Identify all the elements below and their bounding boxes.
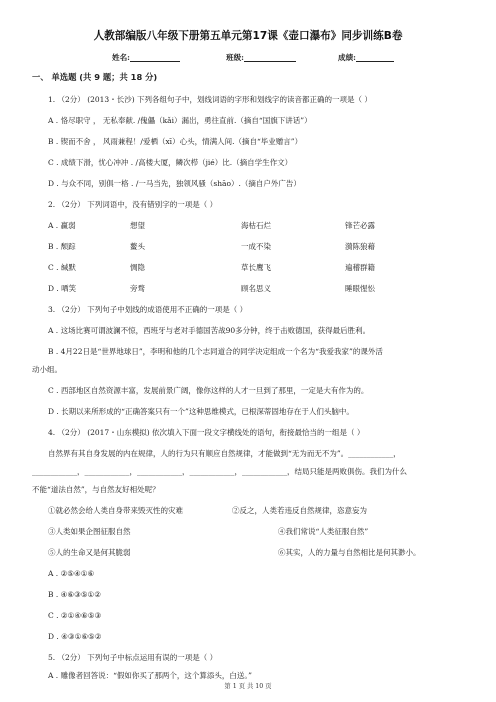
score-label: 成绩: [338, 53, 356, 62]
q3-option-b-cont: 动小组。 [32, 365, 62, 374]
q2-c-1: C . 缄默 [48, 263, 76, 272]
score-blank [356, 53, 394, 62]
q4-choice-5: ⑤人的生命又是何其脆弱 [48, 548, 131, 557]
class-field [226, 53, 296, 62]
page-title: 人教部编版八年级下册第五单元第17课《壶口瀑布》同步训练B卷 [93, 30, 403, 42]
q2-d-4: 睡眼惺忪 [345, 284, 375, 293]
q4-choice-3: ③人类如果企图征服自然 [48, 527, 131, 536]
q5-option-a: A . 雕像者回答说：“假如你买了那两个，这个算添头，白送。” [48, 671, 252, 680]
q2-d-2: 旁骛 [130, 284, 145, 293]
q3-option-a: A . 这场比赛可谓波澜不惊，西班牙与老对手德国苦战90多分钟，终于击败德国，获得最后胜利。 [48, 326, 371, 335]
q1-stem: 1. （2分） (2013・长沙) 下列各组句子中，划线词语的字形和划线字的读音都正确的一项是（ ） [48, 95, 372, 104]
q2-a-4: 锋芒必露 [345, 221, 375, 230]
section-heading: 一、 单选题 (共 9 题；共 18 分) [32, 72, 158, 82]
q2-b-3: 一成不染 [241, 242, 271, 251]
name-label: 姓名: [112, 53, 130, 62]
q4-stem: 4. （2分） (2017・山东模拟) 依次填入下面一段文字横线处的语句，衔接最恰当的一组是（ ） [48, 428, 365, 437]
q4-passage-2: ____________，____________，____________，____________，____________，结局只能是两败俱伤。我们为什么 [32, 467, 407, 476]
q4-option-a: A . ②⑤④①⑥ [48, 569, 95, 578]
q4-choice-6: ⑥其实，人的力量与自然相比是何其渺小。 [278, 548, 421, 557]
q1-option-c: C . 成绩下滑，忧心冲冲 . /高楼大厦，鳞次栉（jié）比.（摘自学生作文） [48, 158, 293, 167]
q2-c-2: 惆隐 [130, 263, 145, 272]
q2-c-3: 草长鹰飞 [241, 263, 271, 272]
score-field [338, 53, 394, 62]
q2-b-4: 漪陈狼藉 [345, 242, 375, 251]
q4-passage-3: 不能“道法自然”，与自然友好相处呢？ [32, 485, 160, 494]
class-label: 班级: [226, 53, 244, 62]
q2-a-1: A . 赢弱 [48, 221, 76, 230]
q3-option-b: B . 4月22日是“世界地球日”，李明和他的几个志同道合的同学决定组成一个名为“我爱我家”的课外活 [48, 347, 383, 356]
q3-stem: 3. （2分） 下列句子中划线的成语使用不正确的一项是（ ） [48, 305, 248, 314]
q2-c-4: 遍稽群籍 [345, 263, 375, 272]
q4-option-b: B . ④⑥③⑤①② [48, 590, 102, 599]
q2-stem: 2. （2分） 下列词语中，没有错别字的一项是（ ） [48, 200, 218, 209]
q3-option-c: C . 西部地区自然资源丰富，发展前景广阔，像你这样的人才一旦到了那里，一定是大有作为的。 [48, 386, 369, 395]
class-blank [244, 53, 296, 62]
q4-choice-1: ①就必然会给人类自身带来毁灭性的灾难 [48, 506, 183, 515]
q4-option-d: D . ④③①⑥⑤② [48, 632, 102, 641]
page-footer: 第 1 页 共 10 页 [224, 683, 272, 690]
name-field [112, 53, 180, 62]
q2-d-3: 顾名思义 [241, 284, 271, 293]
q2-d-1: D . 哂笑 [48, 284, 77, 293]
q2-b-2: 鳌头 [130, 242, 145, 251]
q2-b-1: B . 颓踪 [48, 242, 76, 251]
q2-a-3: 海枯石烂 [241, 221, 271, 230]
q4-choice-4: ④我们常说“人类征服自然” [278, 527, 369, 536]
q1-option-b: B . 锲而不舍 ， 风雨兼程！/爱栖（xī）心头，情满人间.（摘自“毕业赠言”） [48, 137, 303, 146]
q5-stem: 5. （2分） 下列句子中标点运用有误的一项是（ ） [48, 653, 218, 662]
q1-option-d: D . 与众不同，别俱一格 . /一马当先，独领风骚（shāo）.（摘自户外广告） [48, 179, 301, 188]
q1-option-a: A . 恪尽职守 ， 无私奉献. /傀儡（kǎi）漏岀，勇往直前.（摘自“国旗下讲话”） [48, 116, 312, 125]
q3-option-d: D . 长期以来所形成的“正确答案只有一个”这种思维模式，已根深蒂固地存在于人们头脑中。 [48, 407, 354, 416]
q4-choice-2: ②反之，人类若违反自然规律，恣意妄为 [232, 506, 367, 515]
name-blank [130, 53, 180, 62]
q4-option-c: C . ②①④⑥⑤③ [48, 611, 102, 620]
q2-a-2: 想望 [130, 221, 145, 230]
q4-passage-1: 自然界有其自身发展的内在规律，人的行为只有顺应自然规律，才能做到“无为而无不为”。____________， [48, 449, 401, 458]
